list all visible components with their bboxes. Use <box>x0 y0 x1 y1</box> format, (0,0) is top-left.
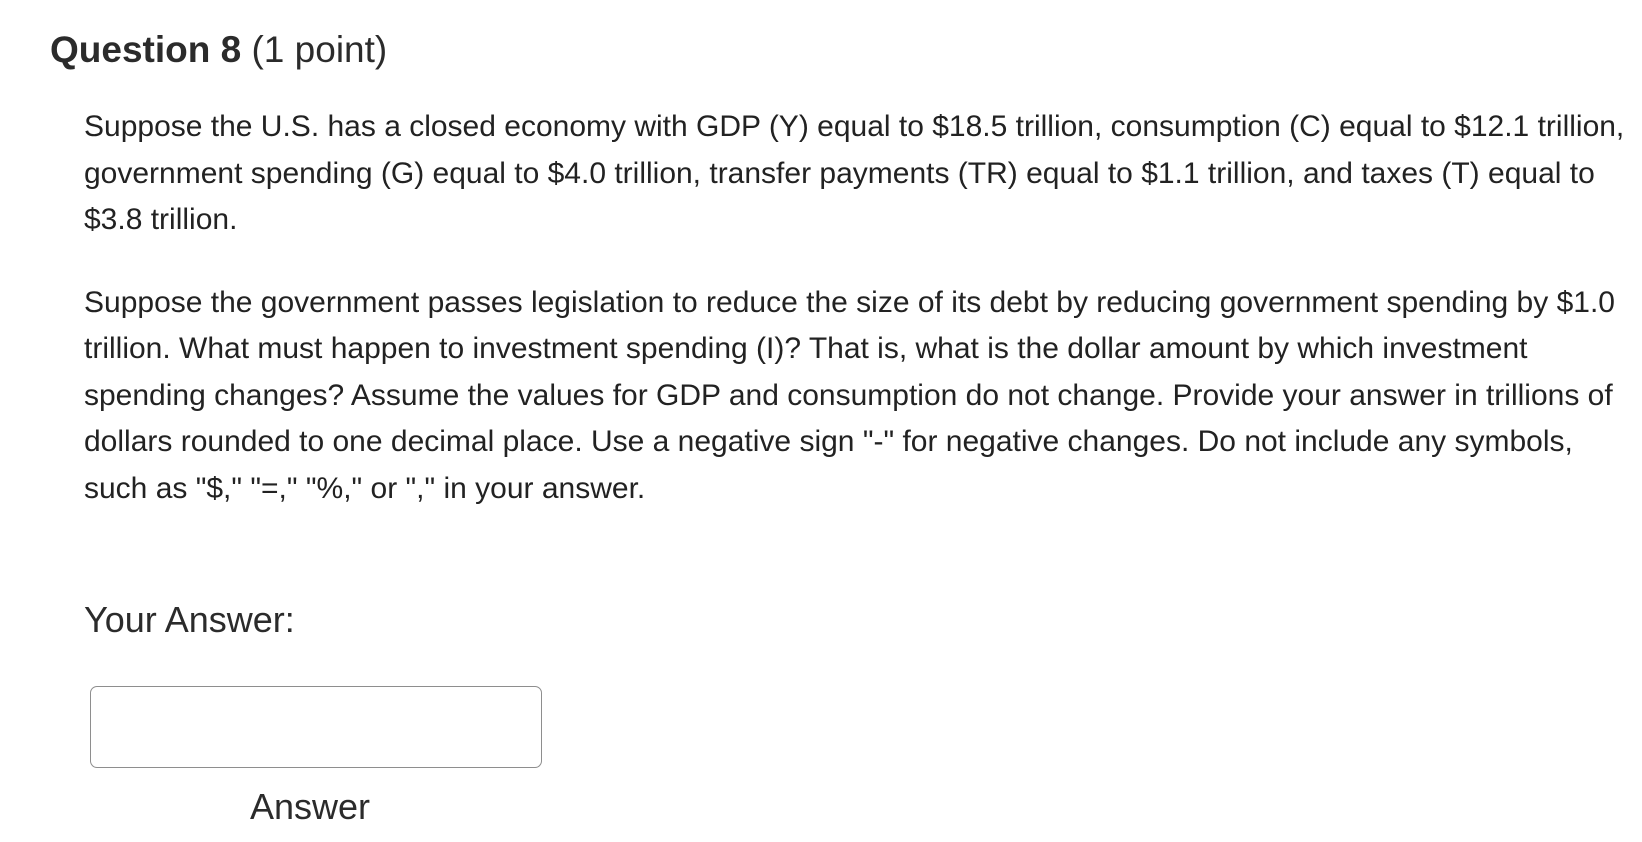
answer-input[interactable] <box>90 686 542 768</box>
question-points: (1 point) <box>251 29 388 70</box>
question-title: Question 8 <box>50 29 242 70</box>
question-header <box>50 28 387 72</box>
question-paragraph-1: Suppose the U.S. has a closed economy with GDP (Y) equal to $18.5 trillion, consumption (C) equal to $12.1 trillion, government spending (G) equal to $4.0 trillion, transfer payments (TR) equal to $1.1 trillion, and taxes (T) equal to $3.8 trillion. <box>84 110 1625 236</box>
answer-caption: Answer <box>250 786 371 827</box>
answer-label: Your Answer: <box>84 599 295 640</box>
question-body <box>84 104 1629 512</box>
question-paragraph-2: Suppose the government passes legislation to reduce the size of its debt by reducing government spending by $1.0 trillion. What must happen to investment spending (I)? That is, what is the dollar amount by which investment spending changes? Assume the values for GDP and consumption do not change. Provide your answer in trillions of dollars rounded to one decimal place. Use a negative sign "-" for negative changes. Do not include any symbols, such as "$," "=," "%," or "," in your answer. <box>84 285 1615 505</box>
